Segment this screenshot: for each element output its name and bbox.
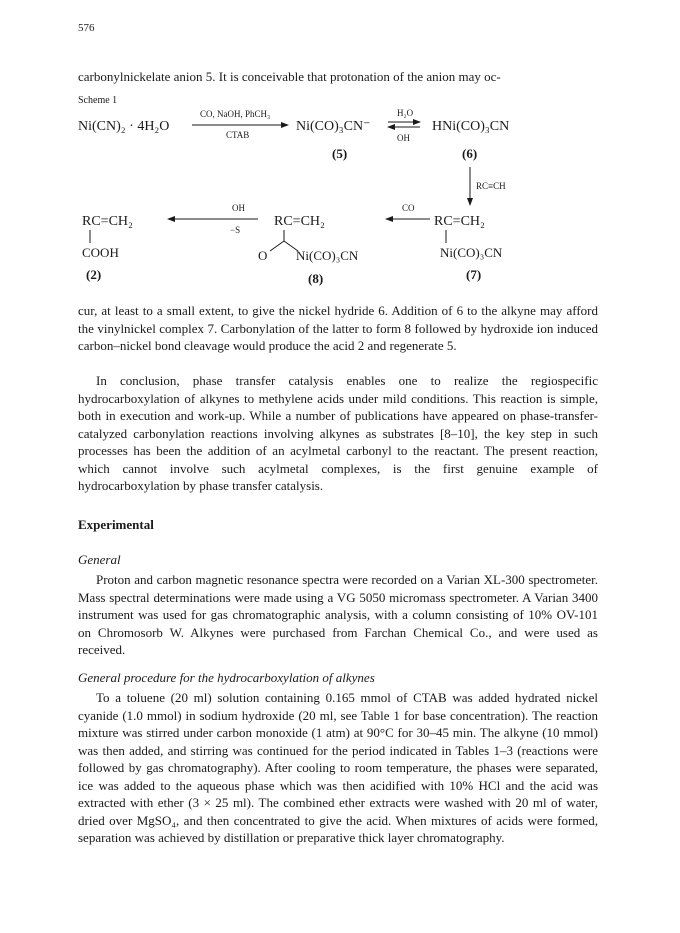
label-8: (8) bbox=[308, 271, 324, 286]
product-6: HNi(CO)₃CN bbox=[432, 119, 510, 134]
paragraph-general: Proton and carbon magnetic resonance spectra were recorded on a Varian XL-300 spectrometer. Mass spectral determinations were made using a VG 5050 micromass spectrometer. A Varian 3400 instrument was used for gas chromatographic analysis, with a column consisting of 10% OV-101 on Chromosorb W. Alkynes were purchased from Farchan Chemical Co., and were used as received. bbox=[78, 572, 598, 657]
vinyl-top: RC=CH₂ bbox=[434, 214, 485, 229]
paragraph-conclusion: In conclusion, phase transfer catalysis enables one to realize the regiospecific hydrocarboxylation of alkynes to methylene acids under mild conditions. This reaction is simple, both in execution and work-up. While a number of publications have appeared on phase-transfer-catalyzed carbonylation reactions involving alkynes as substrates [8–10], the key step in such processes has been the addition of an acylmetal carbonyl to the reactant. The present reaction, which cannot involve such acylmetal complexes, is the first genuine example of hydrocarboxylation by phase transfer catalysis. bbox=[78, 373, 598, 493]
reaction-scheme bbox=[0, 105, 680, 295]
paragraph-procedure: To a toluene (20 ml) solution containing 0.165 mmol of CTAB was added hydrated nickel cyanide (1.0 mmol) in sodium hydroxide (20 ml, see Table 1 for base concentration). The reaction mixture was stirred under carbon monoxide (1 atm) at 90°C for 30–45 min. The alkyne (10 mmol) was then added, and stirring was continued for the period indicated in Tables 1–3 (reactions were followed by gas chromatography). After cooling to room temperature, the phases were separated, ice was added to the aqueous phase which was then acidified with 10% HCl and the acid was extracted with ether (3 × 25 ml). The combined ether extracts were washed with 20 ml of water, dried over MgSO₄, and then concentrated to give the acid. When mixtures of acids were formed, separation was achieved by distillation or preparative thick layer chromatography. bbox=[78, 690, 598, 845]
general-heading: General bbox=[78, 552, 121, 567]
acyl-oxygen: O bbox=[258, 248, 268, 263]
arrow-oh-minus-label: −S bbox=[230, 225, 241, 235]
label-6: (6) bbox=[462, 146, 478, 161]
paragraph-mechanism: cur, at least to a small extent, to give the nickel hydride 6. Addition of 6 to the alkyne may afford the vinylnickel complex 7. Carbonylation of the latter to form 8 followed by hydroxide ion induced carbon–nickel bond cleavage would produce the acid 2 and regenerate 5. bbox=[78, 303, 598, 353]
acyl-bond-2 bbox=[270, 241, 284, 251]
product-5: Ni(CO)₃CN⁻ bbox=[296, 119, 371, 134]
vinyl-ni: Ni(CO)₃CN bbox=[440, 245, 503, 260]
experimental-heading: Experimental bbox=[78, 517, 154, 532]
acid-bottom: COOH bbox=[82, 245, 119, 260]
acid-top: RC=CH₂ bbox=[82, 214, 133, 229]
arrow1-bottom-label: CTAB bbox=[226, 130, 250, 140]
arrow-co-label: CO bbox=[402, 203, 415, 213]
procedure-heading: General procedure for the hydrocarboxylation of alkynes bbox=[78, 670, 375, 685]
page-number: 576 bbox=[78, 22, 95, 34]
arrow-down-label: RC≡CH bbox=[476, 181, 506, 191]
arrow1-top-label: CO, NaOH, PhCH₃ bbox=[200, 109, 271, 119]
acyl-ni: Ni(CO)₃CN bbox=[296, 248, 359, 263]
arrow-oh-top-label: OH bbox=[232, 203, 245, 213]
acyl-top: RC=CH₂ bbox=[274, 214, 325, 229]
start-reagent: Ni(CN)₂ · 4H₂O bbox=[78, 119, 170, 134]
label-2: (2) bbox=[86, 267, 102, 282]
scheme-label: Scheme 1 bbox=[78, 95, 118, 106]
label-7: (7) bbox=[466, 267, 482, 282]
label-5: (5) bbox=[332, 146, 348, 161]
arrow2-top-label: H₂O bbox=[397, 108, 414, 118]
arrow2-bottom-label: OH bbox=[397, 133, 410, 143]
intro-line: carbonylnickelate anion 5. It is conceivable that protonation of the anion may oc- bbox=[78, 69, 501, 84]
